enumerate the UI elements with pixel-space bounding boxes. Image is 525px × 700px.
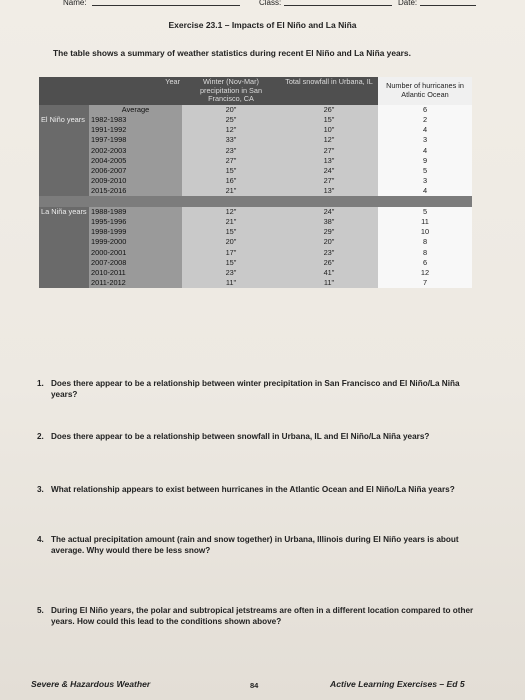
hurricanes-cell: 7 xyxy=(378,278,472,288)
question-item xyxy=(37,431,482,442)
table-row xyxy=(39,227,472,237)
precip-cell: 16" xyxy=(182,176,280,186)
hurricanes-cell: 3 xyxy=(378,135,472,145)
year-cell: 1991-1992 xyxy=(89,125,182,135)
hurricanes-cell: 4 xyxy=(378,125,472,135)
hurricanes-cell: 5 xyxy=(378,166,472,176)
precip-cell: 15" xyxy=(182,258,280,268)
group-spacer xyxy=(39,237,89,247)
hurricanes-cell: 6 xyxy=(378,258,472,268)
table-row xyxy=(39,268,472,278)
snow-cell: 26" xyxy=(280,258,378,268)
group-label: La Niña years xyxy=(39,207,89,217)
question-item xyxy=(37,534,482,556)
year-cell: 2004-2005 xyxy=(89,156,182,166)
precip-cell: 21" xyxy=(182,217,280,227)
question-text: Does there appear to be a relationship between winter precipitation in San Francisco and El Niño/La Niña years? xyxy=(51,379,460,399)
footer-edition: Active Learning Exercises – Ed 5 xyxy=(330,679,465,689)
year-cell: 1995-1996 xyxy=(89,217,182,227)
group-spacer xyxy=(39,268,89,278)
weather-table xyxy=(39,77,472,288)
group-spacer xyxy=(39,176,89,186)
header-line xyxy=(0,0,525,8)
section-separator xyxy=(39,196,472,206)
group-spacer xyxy=(39,146,89,156)
footer-page-number: 84 xyxy=(250,681,259,690)
group-spacer xyxy=(39,247,89,257)
average-precip: 20" xyxy=(182,105,280,115)
question-text: During El Niño years, the polar and subtropical jetstreams are often in a different location compared to other years. How could this lead to the conditions shown above? xyxy=(51,606,474,626)
average-label: Average xyxy=(89,105,182,115)
question-text: The actual precipitation amount (rain and snow together) in Urbana, Illinois during El Niño years is about average. Why would there be less snow? xyxy=(51,535,459,555)
date-label: Date: xyxy=(398,0,418,7)
hurricanes-cell: 12 xyxy=(378,268,472,278)
snow-cell: 24" xyxy=(280,207,378,217)
year-cell: 2007-2008 xyxy=(89,258,182,268)
year-cell: 1999-2000 xyxy=(89,237,182,247)
table-row xyxy=(39,166,472,176)
snow-cell: 13" xyxy=(280,186,378,196)
precip-cell: 23" xyxy=(182,146,280,156)
precip-cell: 12" xyxy=(182,125,280,135)
group-spacer xyxy=(39,186,89,196)
table-row xyxy=(39,146,472,156)
precip-cell: 17" xyxy=(182,247,280,257)
la-nina-rows xyxy=(39,207,472,289)
intro-text: The table shows a summary of weather statistics during recent El Niño and La Niña years. xyxy=(53,48,411,58)
average-row xyxy=(39,105,472,115)
question-number: 4. xyxy=(37,535,44,544)
snow-cell: 24" xyxy=(280,166,378,176)
hurricanes-cell: 2 xyxy=(378,115,472,125)
hurricanes-cell: 5 xyxy=(378,207,472,217)
hurricanes-cell: 3 xyxy=(378,176,472,186)
snow-cell: 13" xyxy=(280,156,378,166)
year-cell: 2000-2001 xyxy=(89,247,182,257)
hurricanes-cell: 11 xyxy=(378,217,472,227)
footer-book-title: Severe & Hazardous Weather xyxy=(31,679,151,689)
header-precip: Winter (Nov-Mar) precipitation in San Francisco, CA xyxy=(182,77,280,105)
year-cell: 1998-1999 xyxy=(89,227,182,237)
snow-cell: 41" xyxy=(280,268,378,278)
table-row xyxy=(39,176,472,186)
precip-cell: 20" xyxy=(182,237,280,247)
table-row xyxy=(39,258,472,268)
group-spacer xyxy=(39,166,89,176)
hurricanes-cell: 9 xyxy=(378,156,472,166)
year-cell: 2010-2011 xyxy=(89,268,182,278)
name-underline xyxy=(92,5,240,6)
precip-cell: 21" xyxy=(182,186,280,196)
name-label: Name: xyxy=(63,0,87,7)
question-item xyxy=(37,605,482,627)
year-cell: 2015-2016 xyxy=(89,186,182,196)
precip-cell: 27" xyxy=(182,156,280,166)
question-number: 1. xyxy=(37,379,44,388)
group-spacer xyxy=(39,217,89,227)
table-row xyxy=(39,135,472,145)
group-spacer xyxy=(39,156,89,166)
snow-cell: 38" xyxy=(280,217,378,227)
el-nino-rows xyxy=(39,115,472,197)
snow-cell: 23" xyxy=(280,247,378,257)
table-row xyxy=(39,217,472,227)
average-hurricanes: 6 xyxy=(378,105,472,115)
snow-cell: 15" xyxy=(280,115,378,125)
question-number: 5. xyxy=(37,606,44,615)
page-title: Exercise 23.1 – Impacts of El Niño and La Niña xyxy=(168,20,357,30)
hurricanes-cell: 10 xyxy=(378,227,472,237)
group-label: El Niño years xyxy=(39,115,89,125)
year-cell: 1997-1998 xyxy=(89,135,182,145)
precip-cell: 23" xyxy=(182,268,280,278)
table-row xyxy=(39,156,472,166)
header-hurricanes: Number of hurricanes in Atlantic Ocean xyxy=(378,77,472,105)
table-row xyxy=(39,125,472,135)
precip-cell: 15" xyxy=(182,166,280,176)
class-underline xyxy=(284,5,392,6)
hurricanes-cell: 4 xyxy=(378,146,472,156)
precip-cell: 33" xyxy=(182,135,280,145)
year-cell: 2011-2012 xyxy=(89,278,182,288)
question-text: Does there appear to be a relationship between snowfall in Urbana, IL and El Niño/La Niña years? xyxy=(51,432,430,441)
question-item xyxy=(37,378,482,400)
header-snow: Total snowfall in Urbana, IL xyxy=(280,77,378,105)
table-row xyxy=(39,237,472,247)
header-year: Year xyxy=(89,77,182,105)
year-cell: 1988-1989 xyxy=(89,207,182,217)
group-spacer xyxy=(39,125,89,135)
date-underline xyxy=(420,5,476,6)
table-row xyxy=(39,278,472,288)
snow-cell: 12" xyxy=(280,135,378,145)
snow-cell: 27" xyxy=(280,146,378,156)
snow-cell: 27" xyxy=(280,176,378,186)
year-cell: 2006-2007 xyxy=(89,166,182,176)
snow-cell: 20" xyxy=(280,237,378,247)
question-text: What relationship appears to exist between hurricanes in the Atlantic Ocean and El Niño/La Niña years? xyxy=(51,485,455,494)
group-spacer xyxy=(39,227,89,237)
precip-cell: 25" xyxy=(182,115,280,125)
precip-cell: 15" xyxy=(182,227,280,237)
snow-cell: 11" xyxy=(280,278,378,288)
hurricanes-cell: 4 xyxy=(378,186,472,196)
table-row xyxy=(39,186,472,196)
table-row xyxy=(39,247,472,257)
group-spacer xyxy=(39,278,89,288)
question-number: 3. xyxy=(37,485,44,494)
precip-cell: 11" xyxy=(182,278,280,288)
table-header-row xyxy=(39,77,472,105)
question-number: 2. xyxy=(37,432,44,441)
precip-cell: 12" xyxy=(182,207,280,217)
year-cell: 2009-2010 xyxy=(89,176,182,186)
average-snow: 26" xyxy=(280,105,378,115)
hurricanes-cell: 8 xyxy=(378,247,472,257)
table-row xyxy=(39,207,472,217)
snow-cell: 10" xyxy=(280,125,378,135)
group-spacer xyxy=(39,258,89,268)
table-row xyxy=(39,115,472,125)
snow-cell: 29" xyxy=(280,227,378,237)
hurricanes-cell: 8 xyxy=(378,237,472,247)
year-cell: 2002-2003 xyxy=(89,146,182,156)
question-item xyxy=(37,484,482,495)
group-spacer xyxy=(39,135,89,145)
class-label: Class: xyxy=(259,0,282,7)
year-cell: 1982-1983 xyxy=(89,115,182,125)
